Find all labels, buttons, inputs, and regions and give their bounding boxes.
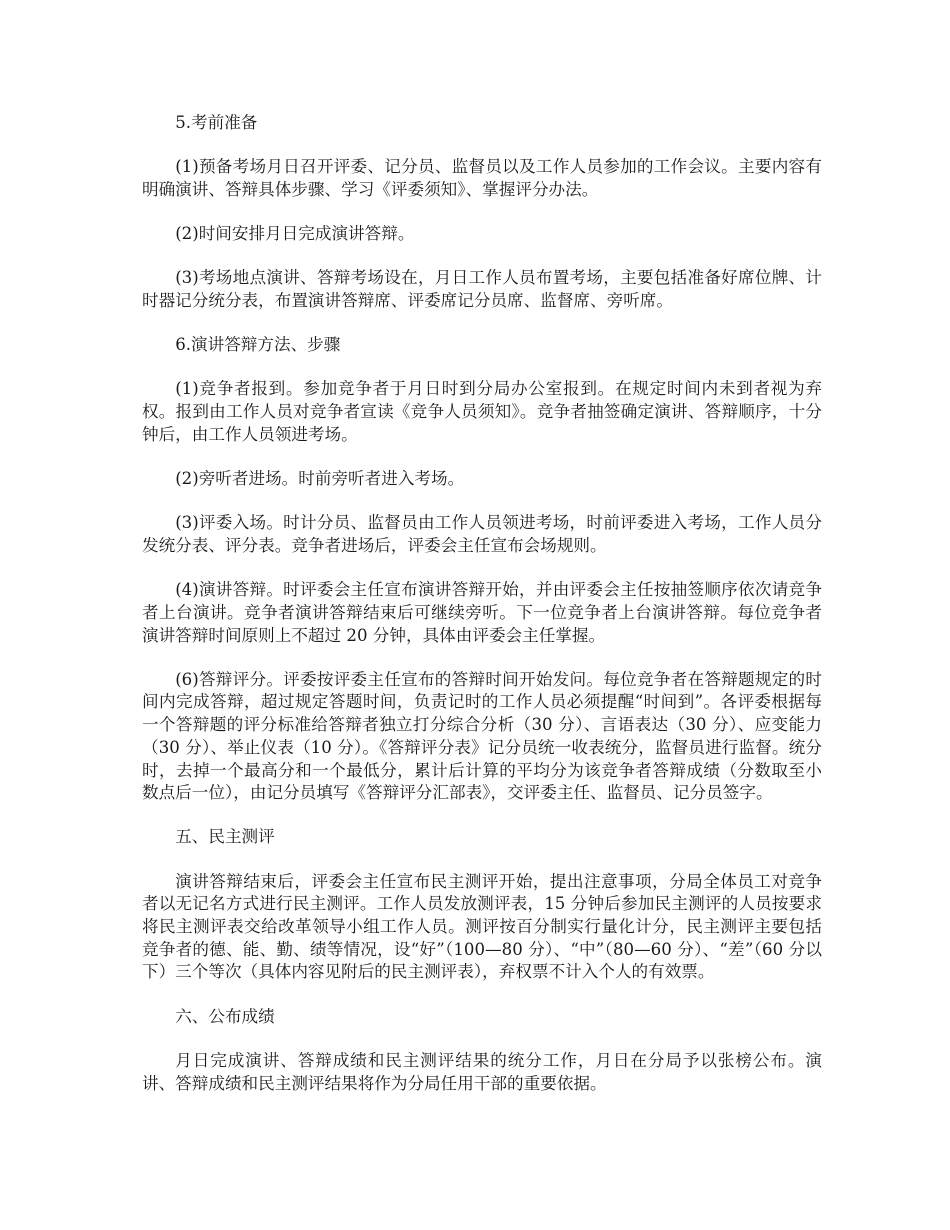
paragraph-registration: (1)竞争者报到。参加竞争者于月日时到分局办公室报到。在规定时间内未到者视为弃权。报到由工作人员对竞争者宣读《竞争人员须知》。竞争者抽签确定演讲、答辩顺序，十分钟后，由工作人员领进考场。 bbox=[142, 379, 822, 444]
section-heading-publish-results: 六、公布成绩 bbox=[175, 1006, 275, 1026]
paragraph-time-arrangement: (2)时间安排月日完成演讲答辩。 bbox=[175, 224, 415, 244]
paragraph-prep-meeting: (1)预备考场月日召开评委、记分员、监督员以及工作人员参加的工作会议。主要内容有明确演讲、答辩具体步骤、学习《评委须知》、掌握评分办法。 bbox=[142, 157, 822, 199]
paragraph-venue: (3)考场地点演讲、答辩考场设在，月日工作人员布置考场，主要包括准备好席位牌、计时器记分统分表，布置演讲答辩席、评委席记分员席、监督席、旁听席。 bbox=[142, 268, 822, 311]
paragraph-audience-entry: (2)旁听者进场。时前旁听者进入考场。 bbox=[175, 469, 465, 489]
paragraph-publish-results: 月日完成演讲、答辩成绩和民主测评结果的统分工作，月日在分局予以张榜公布。演讲、答辩成绩和民主测评结果将作为分局任用干部的重要依据。 bbox=[142, 1050, 822, 1093]
section-heading-exam-prep: 5.考前准备 bbox=[175, 113, 258, 132]
paragraph-speech-defense: (4)演讲答辩。时评委会主任宣布演讲答辩开始，并由评委会主任按抽签顺序依次请竞争者上台演讲。竞争者演讲答辩结束后可继续旁听。下一位竞争者上台演讲答辩。每位竞争者演讲答辩时间原则上不超过 20 分钟，具体由评委会主任掌握。 bbox=[142, 580, 822, 645]
paragraph-defense-scoring: (6)答辩评分。评委按评委主任宣布的答辩时间开始发问。每位竞争者在答辩题规定的时间内完成答辩，超过规定答题时间，负责记时的工作人员必须提醒“时间到”。各评委根据每一个答辩题的评分标准给答辩者独立打分综合分析（30 分）、言语表达（30 分）、应变能力（30 分）、举止仪表（10 分）。《答辩评分表》记分员统一收表统分，监督员进行监督。统分时，去掉一个最高分和一个最低分，累计后计算的平均分为该竞争者答辩成绩（分数取至小数点后一位），由记分员填写《答辩评分汇部表》，交评委主任、监督员、记分员签字。 bbox=[142, 669, 822, 803]
section-heading-democratic-evaluation: 五、民主测评 bbox=[175, 827, 275, 847]
document-body bbox=[142, 112, 822, 1117]
paragraph-judges-entry: (3)评委入场。时计分员、监督员由工作人员领进考场，时前评委进入考场，工作人员分发统分表、评分表。竞争者进场后，评委会主任宣布会场规则。 bbox=[142, 513, 822, 555]
paragraph-democratic-evaluation: 演讲答辩结束后，评委会主任宣布民主测评开始，提出注意事项，分局全体员工对竞争者以无记名方式进行民主测评。工作人员发放测评表，15 分钟后参加民主测评的人员按要求将民主测评表交给改革领导小组工作人员。测评按百分制实行量化计分，民主测评主要包括竞争者的德、能、勤、绩等情况，设“好”（100—80 分）、“中”（80—60 分）、“差”（60 分以下）三个等次（具体内容见附后的民主测评表），弃权票不计入个人的有效票。 bbox=[142, 871, 822, 982]
section-heading-speech-method: 6.演讲答辩方法、步骤 bbox=[175, 335, 341, 355]
